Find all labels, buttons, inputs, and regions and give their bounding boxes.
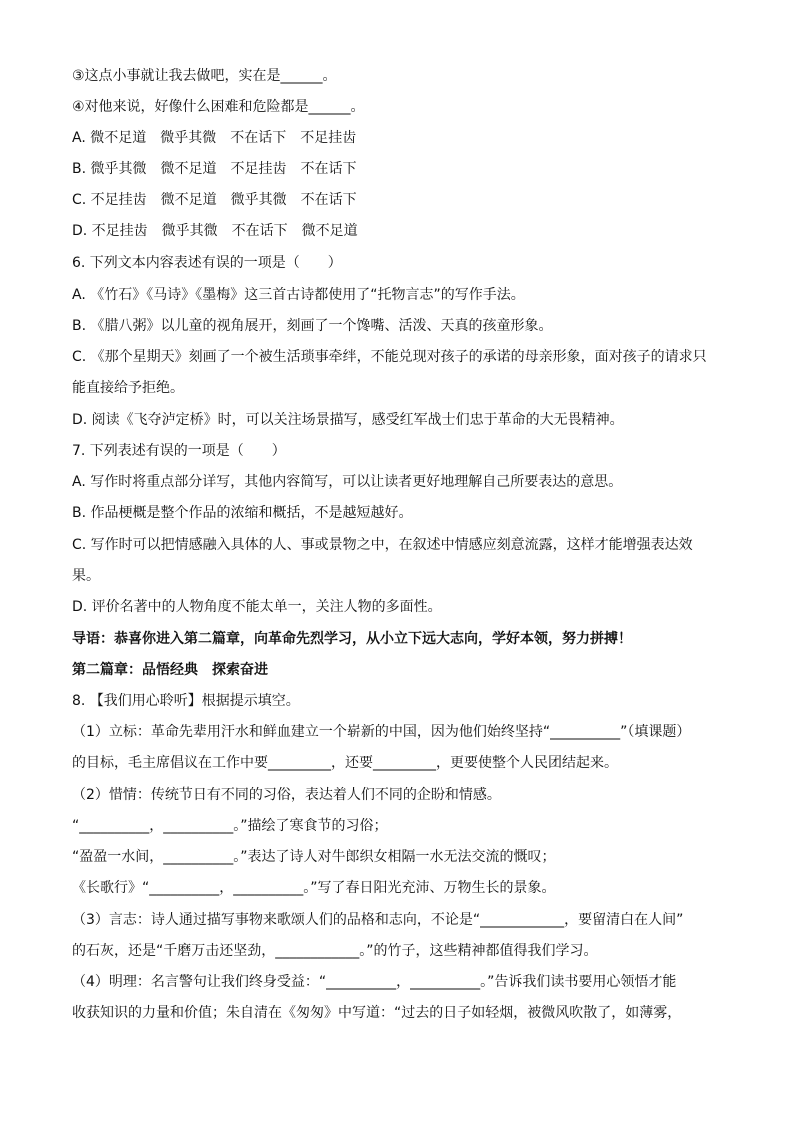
option-line: A. 《竹石》《马诗》《墨梅》这三首古诗都使用了“托物言志”的写作手法。 [72, 287, 525, 303]
question-line: 6. 下列文本内容表述有误的一项是（ ） [72, 255, 342, 271]
option-line: 果。 [72, 568, 100, 584]
section-heading: 第二篇章：品悟经典 探索奋进 [72, 662, 268, 678]
text-line: ③这点小事就让我去做吧，实在是______。 [72, 68, 337, 84]
option-line: A. 微不足道 微乎其微 不在话下 不足挂齿 [72, 130, 357, 146]
text-line: （1）立标：革命先辈用汗水和鲜血建立一个崭新的中国，因为他们始终坚持“__________”（填课题） [72, 724, 691, 740]
text-line: （4）明理：名言警句让我们终身受益：“__________，__________。”告诉我们读书要用心领悟才能 [72, 974, 677, 990]
option-line: D. 阅读《飞夺泸定桥》时，可以关注场景描写，感受红军战士们忠于革命的大无畏精神。 [72, 412, 624, 428]
option-line: B. 《腊八粥》以儿童的视角展开，刻画了一个馋嘴、活泼、天真的孩童形象。 [72, 318, 553, 334]
text-line: 《长歌行》“__________，__________。”写了春日阳光充沛、万物生长的景象。 [72, 880, 556, 896]
text-line: （2）惜情：传统节日有不同的习俗，表达着人们不同的企盼和情感。 [72, 787, 501, 803]
option-line: D. 不足挂齿 微乎其微 不在话下 微不足道 [72, 223, 358, 239]
text-line: （3）言志：诗人通过描写事物来歌颂人们的品格和志向，不论是“____________，要留清白在人间” [72, 912, 684, 928]
option-line: A. 写作时将重点部分详写，其他内容简写，可以让读者更好地理解自己所要表达的意思。 [72, 474, 623, 490]
option-line: B. 作品梗概是整个作品的浓缩和概括，不是越短越好。 [72, 505, 413, 521]
text-line: “盈盈一水间，__________。”表达了诗人对牛郎织女相隔一水无法交流的慨叹； [72, 849, 556, 865]
text-line: “__________，__________。”描绘了寒食节的习俗； [72, 818, 388, 834]
option-line: 能直接给予拒绝。 [72, 380, 184, 396]
intro-line: 导语：恭喜你进入第二篇章，向革命先烈学习，从小立下远大志向，学好本领，努力拼搏！ [72, 631, 632, 647]
text-line: 收获知识的力量和价值；朱自清在《匆匆》中写道：“过去的日子如轻烟，被微风吹散了，如薄雾， [72, 1005, 682, 1021]
question-line: 8. 【我们用心聆听】根据提示填空。 [72, 693, 300, 709]
text-line: ④对他来说，好像什么困难和危险都是______。 [72, 99, 365, 115]
option-line: B. 微乎其微 微不足道 不足挂齿 不在话下 [72, 161, 357, 177]
text-line: 的石灰，还是“千磨万击还坚劲，____________。”的竹子，这些精神都值得我们学习。 [72, 943, 598, 959]
option-line: C. 不足挂齿 微不足道 微乎其微 不在话下 [72, 192, 357, 208]
text-line: 的目标，毛主席倡议在工作中要_________，还要_________，更要使整个人民团结起来。 [72, 755, 618, 771]
option-line: D. 评价名著中的人物角度不能太单一，关注人物的多面性。 [72, 599, 442, 615]
question-line: 7. 下列表述有误的一项是（ ） [72, 443, 286, 459]
option-line: C. 写作时可以把情感融入具体的人、事或景物之中，在叙述中情感应刻意流露，这样才能增强表达效 [72, 537, 693, 553]
option-line: C. 《那个星期天》刻画了一个被生活琐事牵绊，不能兑现对孩子的承诺的母亲形象，面对孩子的请求只 [72, 349, 707, 365]
